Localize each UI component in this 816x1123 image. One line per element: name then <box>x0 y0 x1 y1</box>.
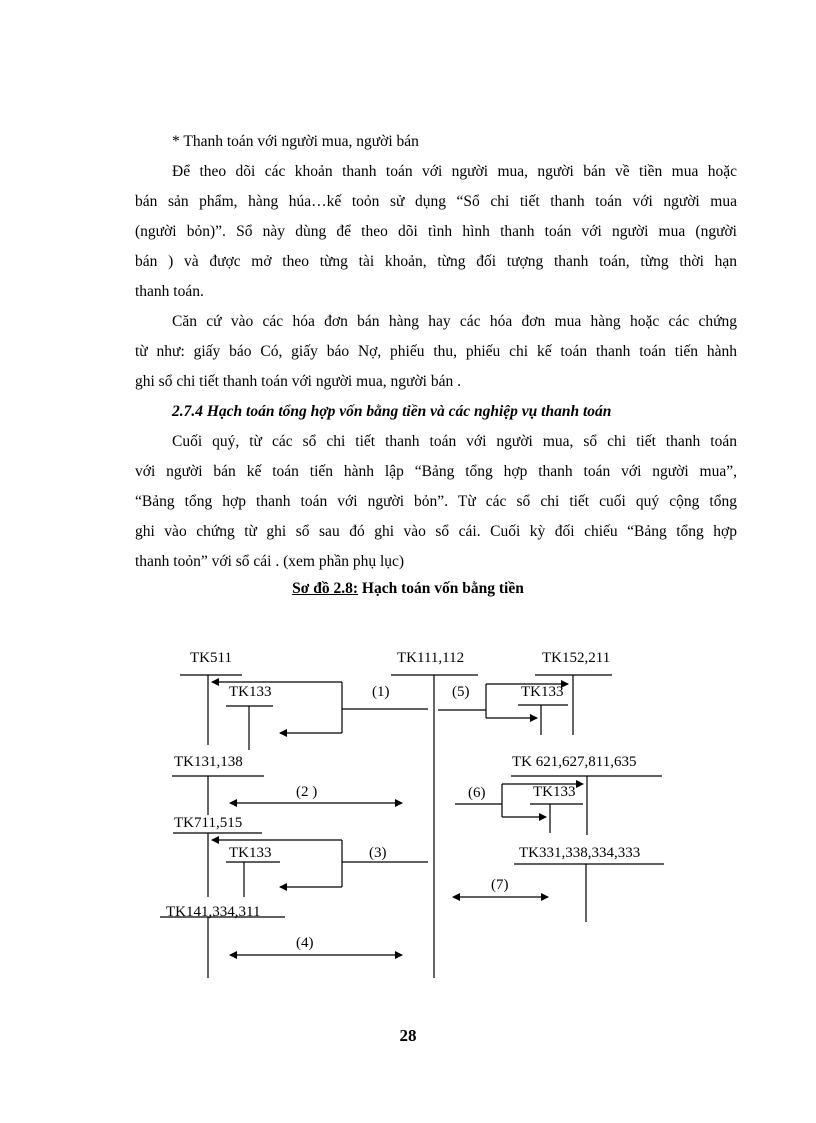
tk133-a-label: TK133 <box>229 684 272 700</box>
text-line: * Thanh toán với người mua, người bán <box>172 133 419 150</box>
step-6-label: (6) <box>468 785 486 801</box>
tk331-label: TK331,338,334,333 <box>519 845 641 861</box>
step-2-label: (2 ) <box>296 784 318 800</box>
page-number: 28 <box>399 1026 417 1045</box>
text-line: Để theo dõi các khoản thanh toán với người mua, người bán về tiền mua hoặc <box>172 163 737 180</box>
step-4-label: (4) <box>296 935 314 951</box>
tk133-b-label: TK133 <box>521 684 564 700</box>
text-line: ghi sổ chi tiết thanh toán với người mua, người bán . <box>135 373 461 390</box>
text-line: “Bảng tổng hợp thanh toán với người bỏn”. Từ các sổ chi tiết cuối quý cộng tổng <box>135 493 737 510</box>
step-3-label: (3) <box>369 845 387 861</box>
tk141-label: TK141,334,311 <box>166 904 261 920</box>
tk133-d-label: TK133 <box>229 845 272 861</box>
diagram-caption-title: Hạch toán vốn bằng tiền <box>358 580 524 597</box>
step-1-label: (1) <box>372 684 390 700</box>
text-line: bán ) và được mở theo từng tài khoản, từng đối tượng thanh toán, từng thời hạn <box>135 253 737 270</box>
diagram-caption-label: Sơ đồ 2.8: <box>292 580 359 597</box>
text-line: thanh toán. <box>135 283 204 300</box>
text-line: từ như: giấy báo Có, giấy báo Nợ, phiếu thu, phiếu chi kế toán thanh toán tiến hành <box>135 343 737 360</box>
tk133-c-label: TK133 <box>533 784 576 800</box>
text-line: với người bán kế toán tiến hành lập “Bảng tổng hợp thanh toán với người mua”, <box>135 463 737 480</box>
step-5-label: (5) <box>452 684 470 700</box>
text-line: Căn cứ vào các hóa đơn bán hàng hay các hóa đơn mua hàng hoặc các chứng <box>172 313 737 330</box>
section-heading: 2.7.4 Hạch toán tổng hợp vốn bằng tiền và các nghiệp vụ thanh toán <box>172 403 612 420</box>
step-7-label: (7) <box>491 877 509 893</box>
text-line: bán sản phẩm, hàng húa…kế toỏn sử dụng “Sổ chi tiết thanh toán với người mua <box>135 193 737 210</box>
text-line: Cuối quý, từ các sổ chi tiết thanh toán với người mua, sổ chi tiết thanh toán <box>172 433 737 450</box>
tk131-label: TK131,138 <box>174 754 243 770</box>
tk621-label: TK 621,627,811,635 <box>512 754 637 770</box>
tk711-label: TK711,515 <box>174 815 243 831</box>
tk511-label: TK511 <box>190 650 232 666</box>
text-line: thanh toỏn” với sổ cái . (xem phần phụ lục) <box>135 553 405 570</box>
text-line: ghi vào chứng từ ghi sổ sau đó ghi vào sổ cái. Cuối kỳ đối chiếu “Bảng tổng hợp <box>135 523 737 540</box>
text-line: (người bỏn)”. Sổ này dùng để theo dõi tình hình thanh toán với người mua (người <box>135 223 737 240</box>
tk152-label: TK152,211 <box>542 650 611 666</box>
tk111-label: TK111,112 <box>397 650 465 666</box>
